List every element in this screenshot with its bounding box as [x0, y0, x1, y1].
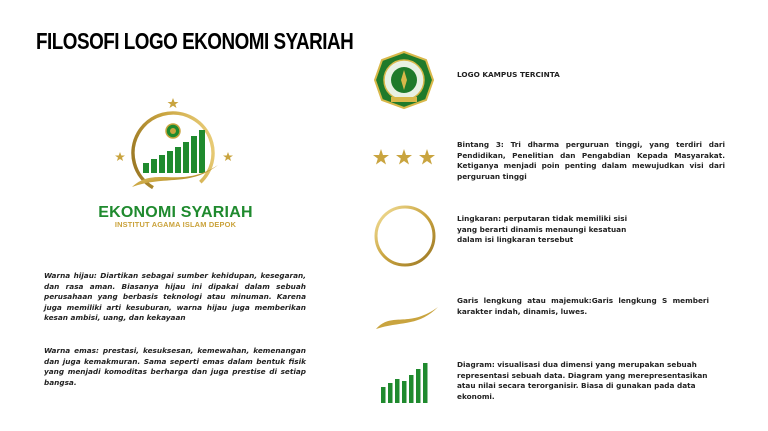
- star-icon: [223, 152, 233, 161]
- star-icon: [373, 149, 389, 165]
- three-stars-icon: [372, 148, 436, 166]
- brand-name: EKONOMI SYARIAH: [98, 204, 253, 221]
- star-icon: [419, 149, 435, 165]
- bar-diagram-icon: [380, 361, 432, 405]
- page-title: FILOSOFI LOGO EKONOMI SYARIAH: [36, 28, 354, 54]
- gold-ring-icon: [372, 203, 438, 269]
- star-icon: [396, 149, 412, 165]
- circle-description: Lingkaran: perputaran tidak memiliki sisi yang berarti dinamis menaungi kesatuan dalam isi lingkaran tersebut: [457, 214, 628, 245]
- campus-logo-label: LOGO KAMPUS TERCINTA: [457, 70, 560, 79]
- curve-line-description: Garis lengkung atau majemuk:Garis lengkung S memberi karakter indah, dinamis, luwes.: [457, 296, 709, 316]
- gold-color-description: Warna emas: prestasi, kesuksesan, kemewahan, kemenangan dan juga kemakmuran. Sama seperti emas dalam bentuk fisik yang menjadi komoditas berharga dan juga prestise di setiap bangsa.: [44, 346, 306, 387]
- star-icon: [115, 152, 125, 161]
- star-icon: [168, 98, 179, 108]
- diagram-description: Diagram: visualisasi dua dimensi yang merupakan sebuah representasi sebuah data. Diagram yang merepresentasikan atau nilai secara terorganisir. Biasa di gunakan pada data ekonomi.: [457, 360, 708, 401]
- stars-description: Bintang 3: Tri dharma perguruan tinggi, yang terdiri dari Pendidikan, Penelitian dan Pengabdian Kepada Masyarakat. Ketiganya menjadi poin penting dalam mewujudkan visi dari perguruan tinggi: [457, 140, 725, 181]
- brand-subtitle: INSTITUT AGAMA ISLAM DEPOK: [114, 220, 237, 229]
- campus-logo-icon: [371, 50, 437, 110]
- green-color-description: Warna hijau: Diartikan sebagai sumber kehidupan, kesegaran, dan rasa aman. Biasanya hijau ini dipakai dalam sebuah perusahaan yang berbasis teknologi atau minuman. Karena juga memiliki arti kesuburan, warna hijau juga memberikan kesan ambisi, uang, dan kekayaan: [44, 271, 306, 323]
- swoosh-icon: [374, 303, 440, 333]
- ekonomi-syariah-logo: [110, 95, 245, 205]
